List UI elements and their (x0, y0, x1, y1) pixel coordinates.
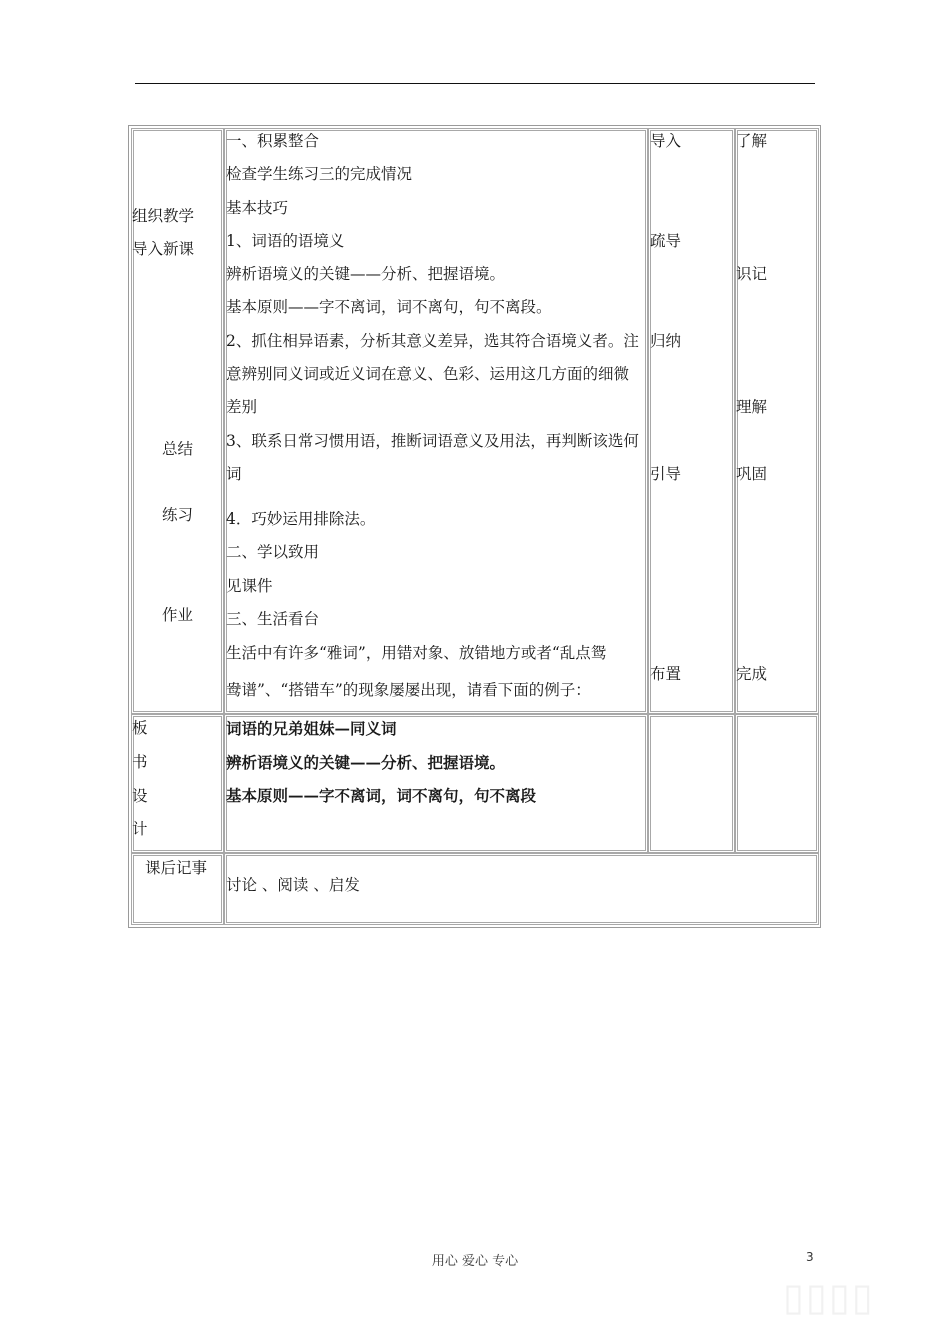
stage-practice: 练习 (162, 506, 194, 524)
student-activity-consolidate: 巩固 (736, 465, 768, 483)
teacher-activity-guide: 疏导 (650, 232, 682, 250)
content-line: 词 (226, 465, 242, 483)
header-rule (135, 83, 815, 84)
teacher-activity-lead: 引导 (650, 465, 682, 483)
stage-org-line1: 组织教学 (132, 207, 195, 225)
student-activity-cell (735, 128, 819, 714)
stage-homework: 作业 (162, 606, 194, 624)
stage-org-line2: 导入新课 (132, 240, 195, 258)
page-number: 3 (806, 1250, 814, 1264)
footer-slogan: 用心 爱心 专心 (431, 1254, 519, 1269)
board-empty-cell-1 (648, 714, 735, 853)
board-line-1: 词语的兄弟姐妹—同义词 (226, 719, 397, 738)
student-activity-comprehend: 理解 (736, 398, 768, 416)
content-line: 1、词语的语境义 (226, 232, 345, 250)
content-line: 一、积累整合 (226, 132, 320, 150)
board-label-char: 书 (132, 753, 148, 771)
content-line: 4．巧妙运用排除法。 (226, 510, 376, 528)
student-activity-complete: 完成 (736, 665, 768, 683)
content-line: 2、抓住相异语素，分析其意义差异，选其符合语境义者。注 (226, 332, 639, 350)
after-class-content: 讨论 、阅读 、启发 (226, 876, 360, 894)
board-line-2: 辨析语境义的关键——分析、把握语境。 (226, 753, 506, 772)
teacher-activity-summarize: 归纳 (650, 332, 682, 350)
content-line: 差别 (226, 398, 258, 416)
board-empty-cell-2 (735, 714, 819, 853)
after-class-label: 课后记事 (145, 859, 208, 877)
board-label-char: 设 (132, 787, 148, 805)
student-activity-memorize: 识记 (736, 265, 768, 283)
stage-summary: 总结 (162, 440, 194, 458)
board-line-3: 基本原则——字不离词，词不离句，句不离段 (226, 786, 537, 805)
content-line: 基本技巧 (226, 199, 289, 217)
content-line: 生活中有许多“雅词”，用错对象、放错地方或者“乱点鸳 (226, 644, 607, 662)
content-line: 意辨别同义词或近义词在意义、色彩、运用这几方面的细微 (226, 365, 630, 383)
board-label-char: 计 (132, 820, 148, 838)
content-line: 见课件 (226, 577, 273, 595)
teacher-activity-cell (648, 128, 735, 714)
content-line: 基本原则——字不离词，词不离句，句不离段。 (226, 298, 552, 316)
student-activity-understand: 了解 (736, 132, 768, 150)
content-line: 辨析语境义的关键——分析、把握语境。 (226, 265, 506, 283)
content-line: 鸯谱”、“搭错车”的现象屡屡出现，请看下面的例子： (226, 681, 591, 699)
board-label-char: 板 (132, 719, 148, 737)
teacher-activity-assign: 布置 (650, 665, 682, 683)
content-line: 二、学以致用 (226, 543, 320, 561)
content-line: 3、联系日常习惯用语，推断词语意义及用法，再判断该选何 (226, 432, 639, 450)
content-line: 三、生活看台 (226, 610, 320, 628)
content-line: 检查学生练习三的完成情况 (226, 165, 413, 183)
teacher-activity-intro: 导入 (650, 132, 682, 150)
watermark: ▯▯▯▯ (783, 1275, 875, 1319)
